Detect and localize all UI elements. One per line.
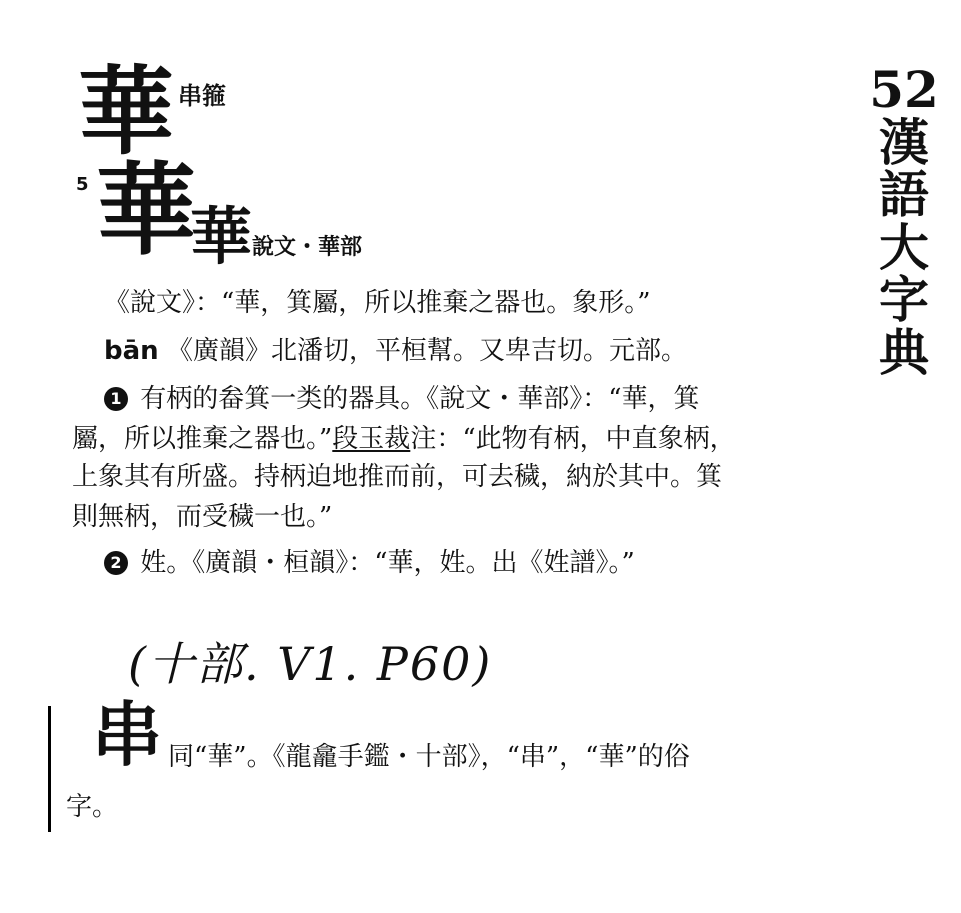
annotator-underlined: 段玉裁 bbox=[332, 424, 411, 454]
related-glyphs: 串箍 bbox=[178, 81, 226, 110]
entry-line-1: 《說文》：“華，箕屬，所以推棄之器也。象形。” bbox=[104, 288, 651, 318]
title-char-5: 典 bbox=[879, 322, 929, 382]
head-glyph: 華 bbox=[78, 55, 174, 168]
title-char-3: 大 bbox=[879, 217, 929, 277]
bottom-entry-text: 同“華”。《龍龕手鑑・十部》，“串”，“華”的俗 bbox=[168, 742, 690, 772]
definition-1-line-1 bbox=[104, 384, 700, 415]
definition-2-text: 姓。《廣韻・桓韻》：“華，姓。出《姓譜》。” bbox=[140, 548, 635, 578]
title-char-2: 語 bbox=[879, 165, 929, 224]
title-char-1: 漢 bbox=[879, 112, 929, 172]
title-number: 52 bbox=[869, 60, 939, 119]
definition-2-number: 2 bbox=[104, 551, 128, 575]
definition-2-line bbox=[104, 548, 635, 579]
entry-glyph: 華 bbox=[96, 151, 196, 269]
handwritten-note: (十部. V1. P60) bbox=[128, 637, 493, 691]
definition-1-text-2b: 注：“此物有柄，中直象柄， bbox=[410, 424, 736, 454]
entry-line-2 bbox=[104, 336, 687, 367]
definition-1-line-4: 則無柄，而受穢一也。” bbox=[72, 502, 333, 532]
definition-1-line-2 bbox=[72, 424, 736, 455]
pronunciation: bān bbox=[104, 336, 159, 366]
entry-number: 5 bbox=[76, 174, 89, 195]
sub-entry-glyph: 華 bbox=[190, 200, 253, 273]
definition-1-line-3: 上象其有所盛。持柄迫地推而前，可去穢，納於其中。箕 bbox=[72, 462, 723, 492]
dictionary-title-vertical bbox=[868, 60, 940, 382]
bottom-entry-text-line-2: 字。 bbox=[66, 792, 119, 822]
entry-line-2-rest: 《廣韻》北潘切，平桓幫。又卑吉切。元部。 bbox=[166, 336, 687, 366]
title-char-4: 字 bbox=[879, 270, 929, 329]
bottom-entry-glyph: 串 bbox=[92, 693, 162, 776]
definition-1-number: 1 bbox=[104, 387, 128, 411]
sub-entry-source: 說文・華部 bbox=[252, 234, 363, 260]
definition-1-text-2a: 屬，所以推棄之器也。” bbox=[72, 424, 333, 454]
left-margin-rule bbox=[48, 706, 51, 832]
definition-1-text-1: 有柄的畚箕一类的器具。《說文・華部》：“華，箕 bbox=[140, 384, 700, 414]
